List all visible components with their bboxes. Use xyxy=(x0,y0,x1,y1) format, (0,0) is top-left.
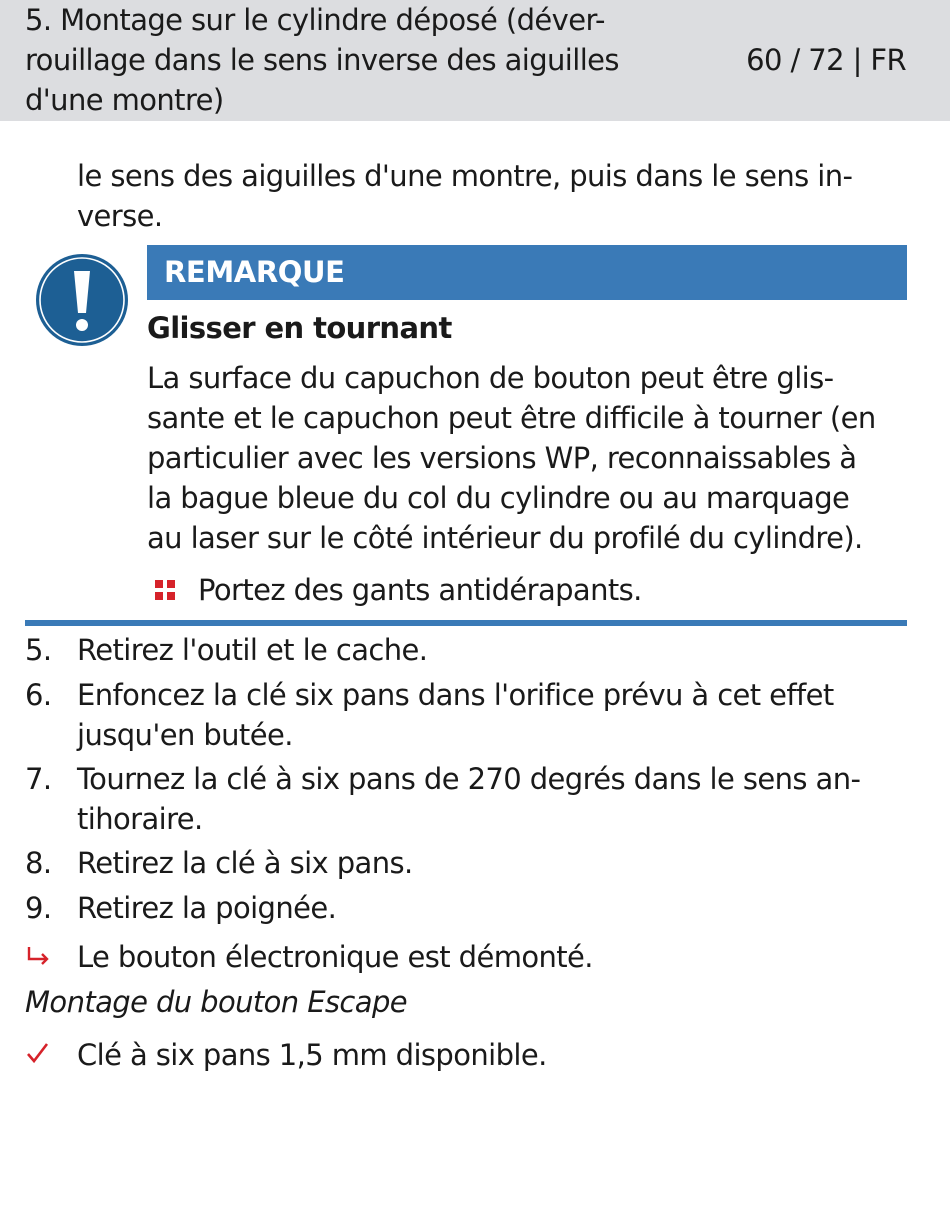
page-number: 60 / 72 | FR xyxy=(746,43,906,77)
requirement-text: Clé à six pans 1,5 mm disponible. xyxy=(77,1038,547,1072)
section-title-line: 5. Montage sur le cylindre déposé (déver- xyxy=(25,3,605,37)
step-number: 7. xyxy=(25,762,52,796)
note-paragraph-line: au laser sur le côté intérieur du profilé du cylindre). xyxy=(147,521,863,555)
action-bullet-icon xyxy=(155,580,175,600)
step-text-line: tihoraire. xyxy=(77,802,203,836)
step-text xyxy=(77,630,427,670)
result-text: Le bouton électronique est démonté. xyxy=(77,940,593,974)
section-title-line: d'une montre) xyxy=(25,83,224,117)
note-paragraph xyxy=(147,358,876,558)
note-heading: Glisser en tournant xyxy=(147,311,452,345)
step-text-line: Retirez l'outil et le cache. xyxy=(77,633,428,667)
step-text xyxy=(77,843,413,883)
section-title xyxy=(25,0,705,120)
step-text xyxy=(77,675,834,755)
note-paragraph-line: la bague bleue du col du cylindre ou au marquage xyxy=(147,481,850,515)
note-bullet-text: Portez des gants antidérapants. xyxy=(198,573,642,607)
section-title-line: rouillage dans le sens inverse des aiguilles xyxy=(25,43,619,77)
exclamation-circle-icon xyxy=(35,253,129,347)
step-number: 9. xyxy=(25,891,52,925)
note-label: REMARQUE xyxy=(164,255,345,289)
step-text-line: Enfoncez la clé six pans dans l'orifice prévu à cet effet xyxy=(77,678,834,712)
note-divider xyxy=(25,620,907,626)
step-text-line: Retirez la poignée. xyxy=(77,891,337,925)
result-arrow-icon xyxy=(25,943,53,971)
step-text xyxy=(77,759,860,839)
subsection-heading: Montage du bouton Escape xyxy=(25,985,407,1019)
step-number: 5. xyxy=(25,633,52,667)
step-text-line: Tournez la clé à six pans de 270 degrés dans le sens an- xyxy=(77,762,861,796)
intro-text-line: le sens des aiguilles d'une montre, puis dans le sens in- xyxy=(77,159,853,193)
checkmark-icon xyxy=(25,1040,51,1066)
note-paragraph-line: particulier avec les versions WP, reconnaissables à xyxy=(147,441,857,475)
note-paragraph-line: La surface du capuchon de bouton peut être glis- xyxy=(147,361,834,395)
step-text-line: jusqu'en butée. xyxy=(77,718,293,752)
note-paragraph-line: sante et le capuchon peut être difficile à tourner (en xyxy=(147,401,876,435)
step-number: 6. xyxy=(25,678,52,712)
intro-text-line: verse. xyxy=(77,199,163,233)
page-header xyxy=(0,0,950,121)
step-text xyxy=(77,888,336,928)
note-label-bar xyxy=(147,245,907,300)
step-text-line: Retirez la clé à six pans. xyxy=(77,846,413,880)
step-number: 8. xyxy=(25,846,52,880)
